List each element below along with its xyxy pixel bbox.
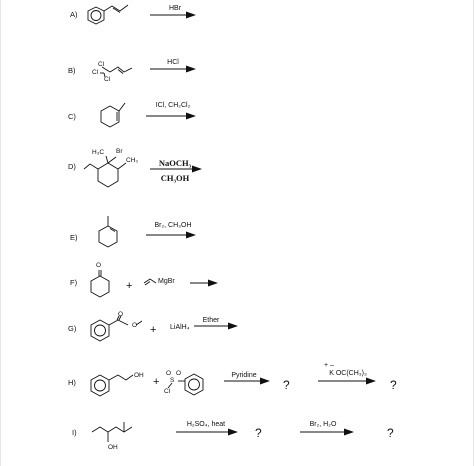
- question-mark-i1: ?: [255, 426, 262, 440]
- condition-kotbu: K OC(CH₃)₃: [329, 370, 367, 377]
- molecule-i: [92, 422, 132, 442]
- reagent-naoch3: NaOCH₃: [158, 158, 192, 168]
- atom-oh-h: OH: [134, 372, 144, 379]
- molecule-h-sulfonyl-chloride: [168, 374, 203, 395]
- condition-h2so4-heat: H₂SO₄, heat: [186, 421, 226, 428]
- atom-cl-1: Cl: [98, 61, 105, 68]
- molecule-b: [100, 67, 132, 77]
- molecule-d: [84, 156, 126, 187]
- molecule-h-alcohol: [91, 375, 133, 396]
- row-label-d: D): [68, 162, 76, 171]
- question-mark-h1: ?: [283, 378, 290, 392]
- reagent-icl: ICl, CH₂Cl₂: [155, 102, 191, 109]
- reagent-br2-ch3oh: Br₂, CH₃OH: [154, 222, 192, 229]
- atom-h3c: H₃C: [92, 149, 105, 156]
- reagent-lialh4: LiAlH₄: [170, 324, 190, 331]
- atom-o-ketone: O: [96, 262, 102, 269]
- atom-cl-2: Cl: [92, 69, 99, 76]
- molecule-a: [88, 5, 128, 24]
- condition-br2-h2o: Br₂, H₂O: [309, 421, 337, 428]
- atom-o-sulfonyl-2: O: [176, 370, 182, 377]
- reagent-ch3oh: CH₃OH: [160, 173, 190, 183]
- molecule-f-ketone: [91, 270, 109, 297]
- plus-sign-h: +: [153, 376, 160, 388]
- atom-ch3: CH₃: [126, 157, 139, 164]
- molecule-g: [91, 316, 142, 341]
- question-mark-i2: ?: [387, 426, 394, 440]
- row-label-e: E): [70, 233, 78, 242]
- row-label-i: I): [72, 428, 77, 437]
- row-label-c: C): [68, 112, 76, 121]
- row-label-h: H): [68, 378, 76, 387]
- molecule-e: [99, 216, 117, 247]
- row-label-b: B): [68, 66, 76, 75]
- atom-cl-sulfonyl: Cl: [164, 388, 171, 395]
- molecule-f-grignard: [144, 279, 156, 285]
- plus-sign-f: +: [126, 280, 133, 292]
- atom-br: Br: [116, 148, 123, 155]
- reagent-mgbr: MgBr: [158, 278, 175, 285]
- atom-s: S: [170, 377, 175, 384]
- row-label-f: F): [70, 278, 78, 287]
- row-label-a: A): [70, 10, 78, 19]
- atom-oh-i: OH: [108, 444, 118, 451]
- reagent-hcl: HCl: [167, 59, 179, 66]
- atom-o-ester-carbonyl: O: [118, 311, 124, 318]
- reagent-hbr: HBr: [168, 5, 182, 12]
- molecule-c: [101, 103, 125, 127]
- question-mark-h2: ?: [390, 378, 397, 392]
- atom-o-sulfonyl-1: O: [166, 370, 172, 377]
- row-label-g: G): [68, 324, 77, 333]
- condition-ether: Ether: [202, 317, 220, 324]
- condition-pyridine: Pyridine: [231, 372, 257, 379]
- atom-cl-3: Cl: [104, 76, 111, 83]
- plus-sign-g: +: [150, 324, 157, 336]
- atom-o-ester: O: [132, 322, 138, 329]
- charge-signs: + –: [324, 362, 334, 369]
